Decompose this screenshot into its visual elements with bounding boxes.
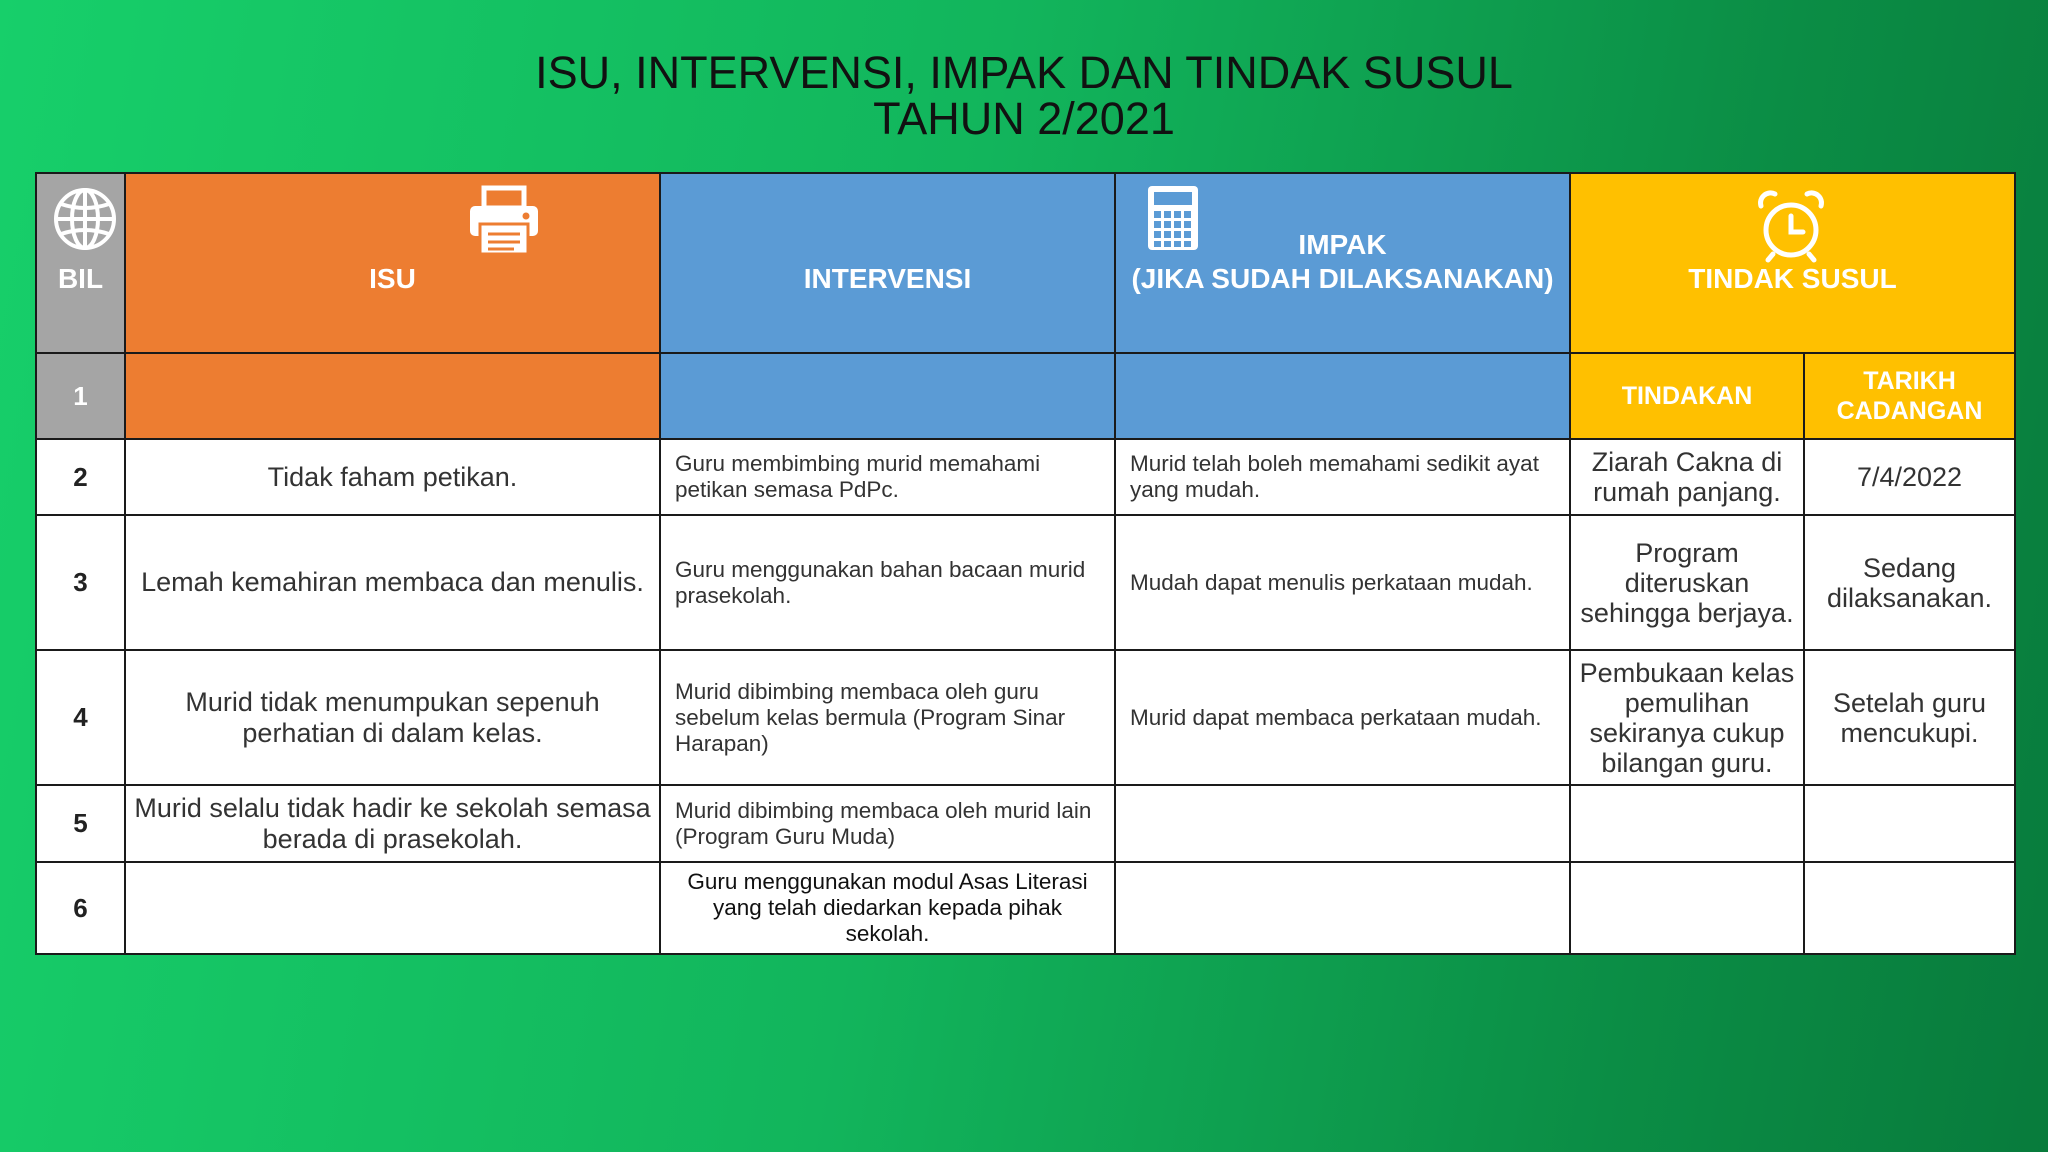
- globe-icon: [52, 186, 118, 252]
- cell-tarikh: 7/4/2022: [1804, 439, 2015, 515]
- table-row: [36, 515, 2015, 650]
- header-tindak-susul-label: TINDAK SUSUL: [1688, 263, 1897, 294]
- cell-tarikh: Setelah guru mencukupi.: [1804, 650, 2015, 785]
- cell-bil: 5: [36, 785, 125, 862]
- table-row: [36, 439, 2015, 515]
- table-row: [36, 862, 2015, 954]
- cell-isu: Tidak faham petikan.: [125, 439, 660, 515]
- cell-intervensi: [660, 353, 1115, 439]
- alarm-clock-icon: [1753, 188, 1829, 264]
- cell-intervensi: Murid dibimbing membaca oleh guru sebelum kelas bermula (Program Sinar Harapan): [660, 650, 1115, 785]
- header-impak-line-2: (JIKA SUDAH DILAKSANAKAN): [1131, 263, 1554, 294]
- table-row: [36, 785, 2015, 862]
- cell-intervensi: Murid dibimbing membaca oleh murid lain (Program Guru Muda): [660, 785, 1115, 862]
- cell-isu: [125, 353, 660, 439]
- cell-tarikh: [1804, 862, 2015, 954]
- cell-intervensi: Guru membimbing murid memahami petikan semasa PdPc.: [660, 439, 1115, 515]
- cell-impak: Murid dapat membaca perkataan mudah.: [1115, 650, 1570, 785]
- cell-tindakan: Program diteruskan sehingga berjaya.: [1570, 515, 1804, 650]
- cell-tarikh: Sedang dilaksanakan.: [1804, 515, 2015, 650]
- cell-impak: [1115, 785, 1570, 862]
- header-isu-label: ISU: [369, 263, 416, 294]
- cell-isu: Murid selalu tidak hadir ke sekolah semasa berada di prasekolah.: [125, 785, 660, 862]
- cell-bil: 4: [36, 650, 125, 785]
- header-isu: [125, 173, 660, 353]
- cell-tindakan: [1570, 862, 1804, 954]
- table-row: [36, 650, 2015, 785]
- cell-intervensi: Guru menggunakan bahan bacaan murid prasekolah.: [660, 515, 1115, 650]
- cell-isu: [125, 862, 660, 954]
- header-impak-label: [1116, 228, 1569, 296]
- subheader-tindakan: TINDAKAN: [1570, 353, 1804, 439]
- subheader-tarikh-cadangan: [1804, 353, 2015, 439]
- cell-impak: [1115, 353, 1570, 439]
- cell-isu: Lemah kemahiran membaca dan menulis.: [125, 515, 660, 650]
- subheader-tarikh-line-1: TARIKH: [1863, 367, 1956, 395]
- title-line-2: TAHUN 2/2021: [873, 93, 1175, 144]
- header-bil-label: BIL: [57, 263, 104, 294]
- cell-tindakan: Pembukaan kelas pemulihan sekiranya cukup bilangan guru.: [1570, 650, 1804, 785]
- cell-intervensi: Guru menggunakan modul Asas Literasi yang telah diedarkan kepada pihak sekolah.: [660, 862, 1115, 954]
- printer-icon: [466, 184, 542, 256]
- cell-tindakan: [1570, 785, 1804, 862]
- header-impak-line-1: IMPAK: [1298, 229, 1387, 260]
- cell-impak: [1115, 862, 1570, 954]
- issue-table: [35, 172, 2016, 955]
- cell-isu: Murid tidak menumpukan sepenuh perhatian di dalam kelas.: [125, 650, 660, 785]
- header-impak: [1115, 173, 1570, 353]
- header-row: [36, 173, 2015, 353]
- page-title: [0, 47, 2048, 144]
- subheader-tarikh-line-2: CADANGAN: [1836, 397, 1983, 425]
- cell-bil: 6: [36, 862, 125, 954]
- cell-tindakan: Ziarah Cakna di rumah panjang.: [1570, 439, 1804, 515]
- header-intervensi: [660, 173, 1115, 353]
- cell-bil: 2: [36, 439, 125, 515]
- header-tindak-susul: [1570, 173, 2015, 353]
- table-row: [36, 353, 2015, 439]
- cell-impak: Murid telah boleh memahami sedikit ayat yang mudah.: [1115, 439, 1570, 515]
- header-bil: [36, 173, 125, 353]
- cell-tarikh: [1804, 785, 2015, 862]
- title-line-1: ISU, INTERVENSI, IMPAK DAN TINDAK SUSUL: [535, 47, 1513, 98]
- cell-bil: 3: [36, 515, 125, 650]
- cell-impak: Mudah dapat menulis perkataan mudah.: [1115, 515, 1570, 650]
- header-intervensi-label: INTERVENSI: [803, 263, 972, 294]
- cell-bil: 1: [36, 353, 125, 439]
